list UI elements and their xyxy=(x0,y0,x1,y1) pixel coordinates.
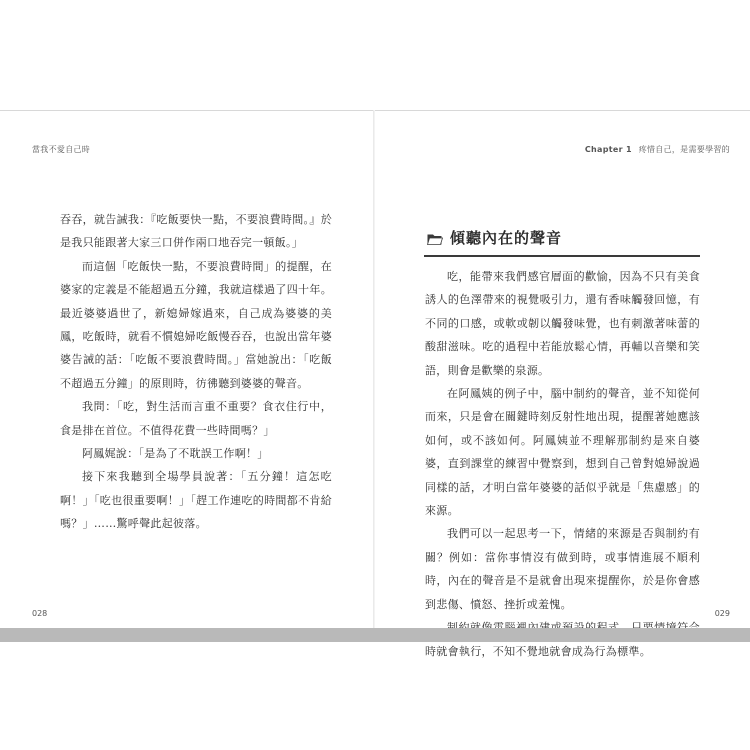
paragraph: 阿鳳娓說：「是為了不耽誤工作啊！」 xyxy=(82,447,269,461)
paragraph: 而這個「吃飯快一點，不要浪費時間」的提醒，在婆家的定義是不能超過五分鐘，我就這樣過了四十年。最近婆婆過世了，新媳婦嫁過來，自己成為婆婆的美鳳，吃飯時，就看不慣媳婦吃飯慢吞吞，也說出當年婆婆告誡的話：「吃飯不要浪費時間。」當她說出：「吃飯不超過五分鐘」的原則時，彷彿聽到婆婆的聲音。 xyxy=(60,259,332,390)
chapter-label: Chapter 1 xyxy=(584,145,632,154)
running-header: 當我不愛自己時 xyxy=(32,145,91,154)
chapter-title: 疼惜自己，是需要學習的 xyxy=(638,145,730,154)
paragraph: 我們可以一起思考一下，情緒的來源是否與制約有關？例如：當你事情沒有做到時，或事情進展不順利時，內在的聲音是不是就會出現來提醒你，於是你會感到悲傷、憤怒、挫折或羞愧。 xyxy=(425,527,700,611)
paragraph: 在阿鳳姨的例子中，腦中制約的聲音，並不知從何而來，只是會在關鍵時刻反射性地出現，提醒著她應該如何，或不該如何。阿鳳姨並不理解那制約是來自婆婆，直到課堂的練習中覺察到，想到自己曾對媳婦說過同樣的話，才明白當年婆婆的話似乎就是「焦慮感」的來源。 xyxy=(425,387,700,518)
paragraph: 我問：「吃，對生活而言重不重要？食衣住行中，食是排在首位。不值得花費一些時間嗎？」 xyxy=(60,400,332,437)
right-body-text xyxy=(425,265,700,663)
left-page xyxy=(0,110,373,631)
left-body-text xyxy=(60,208,332,536)
bottom-shadow-band xyxy=(0,628,750,642)
page-number: 028 xyxy=(32,609,48,618)
folder-icon xyxy=(427,233,443,245)
paragraph: 接下來我聽到全場學員說著：「五分鐘！這怎吃啊！」「吃也很重要啊！」「趕工作連吃的時間都不肯給嗎？」……驚呼聲此起彼落。 xyxy=(60,470,332,531)
section-heading xyxy=(424,223,700,257)
right-page xyxy=(375,110,750,658)
paragraph: 時就會執行，不知不覺地就會成為行為標準。 xyxy=(425,644,651,658)
paragraph: 吃，能帶來我們感官層面的歡愉，因為不只有美食誘人的色澤帶來的視覺吸引力，還有香味觸發回憶，有不同的口感，或軟或韌以觸發味覺，也有刺激著味蕾的酸甜滋味。吃的過程中若能放鬆心情，再輔以音樂和笑語，則會是歡樂的泉源。 xyxy=(425,270,700,377)
paragraph: 吞吞，就告誡我：『吃飯要快一點，不要浪費時間。』於是我只能跟著大家三口併作兩口地吞完一頓飯。」 xyxy=(60,213,332,250)
running-header xyxy=(585,144,730,155)
section-title: 傾聽內在的聲音 xyxy=(450,229,563,247)
page-number: 029 xyxy=(714,609,730,618)
